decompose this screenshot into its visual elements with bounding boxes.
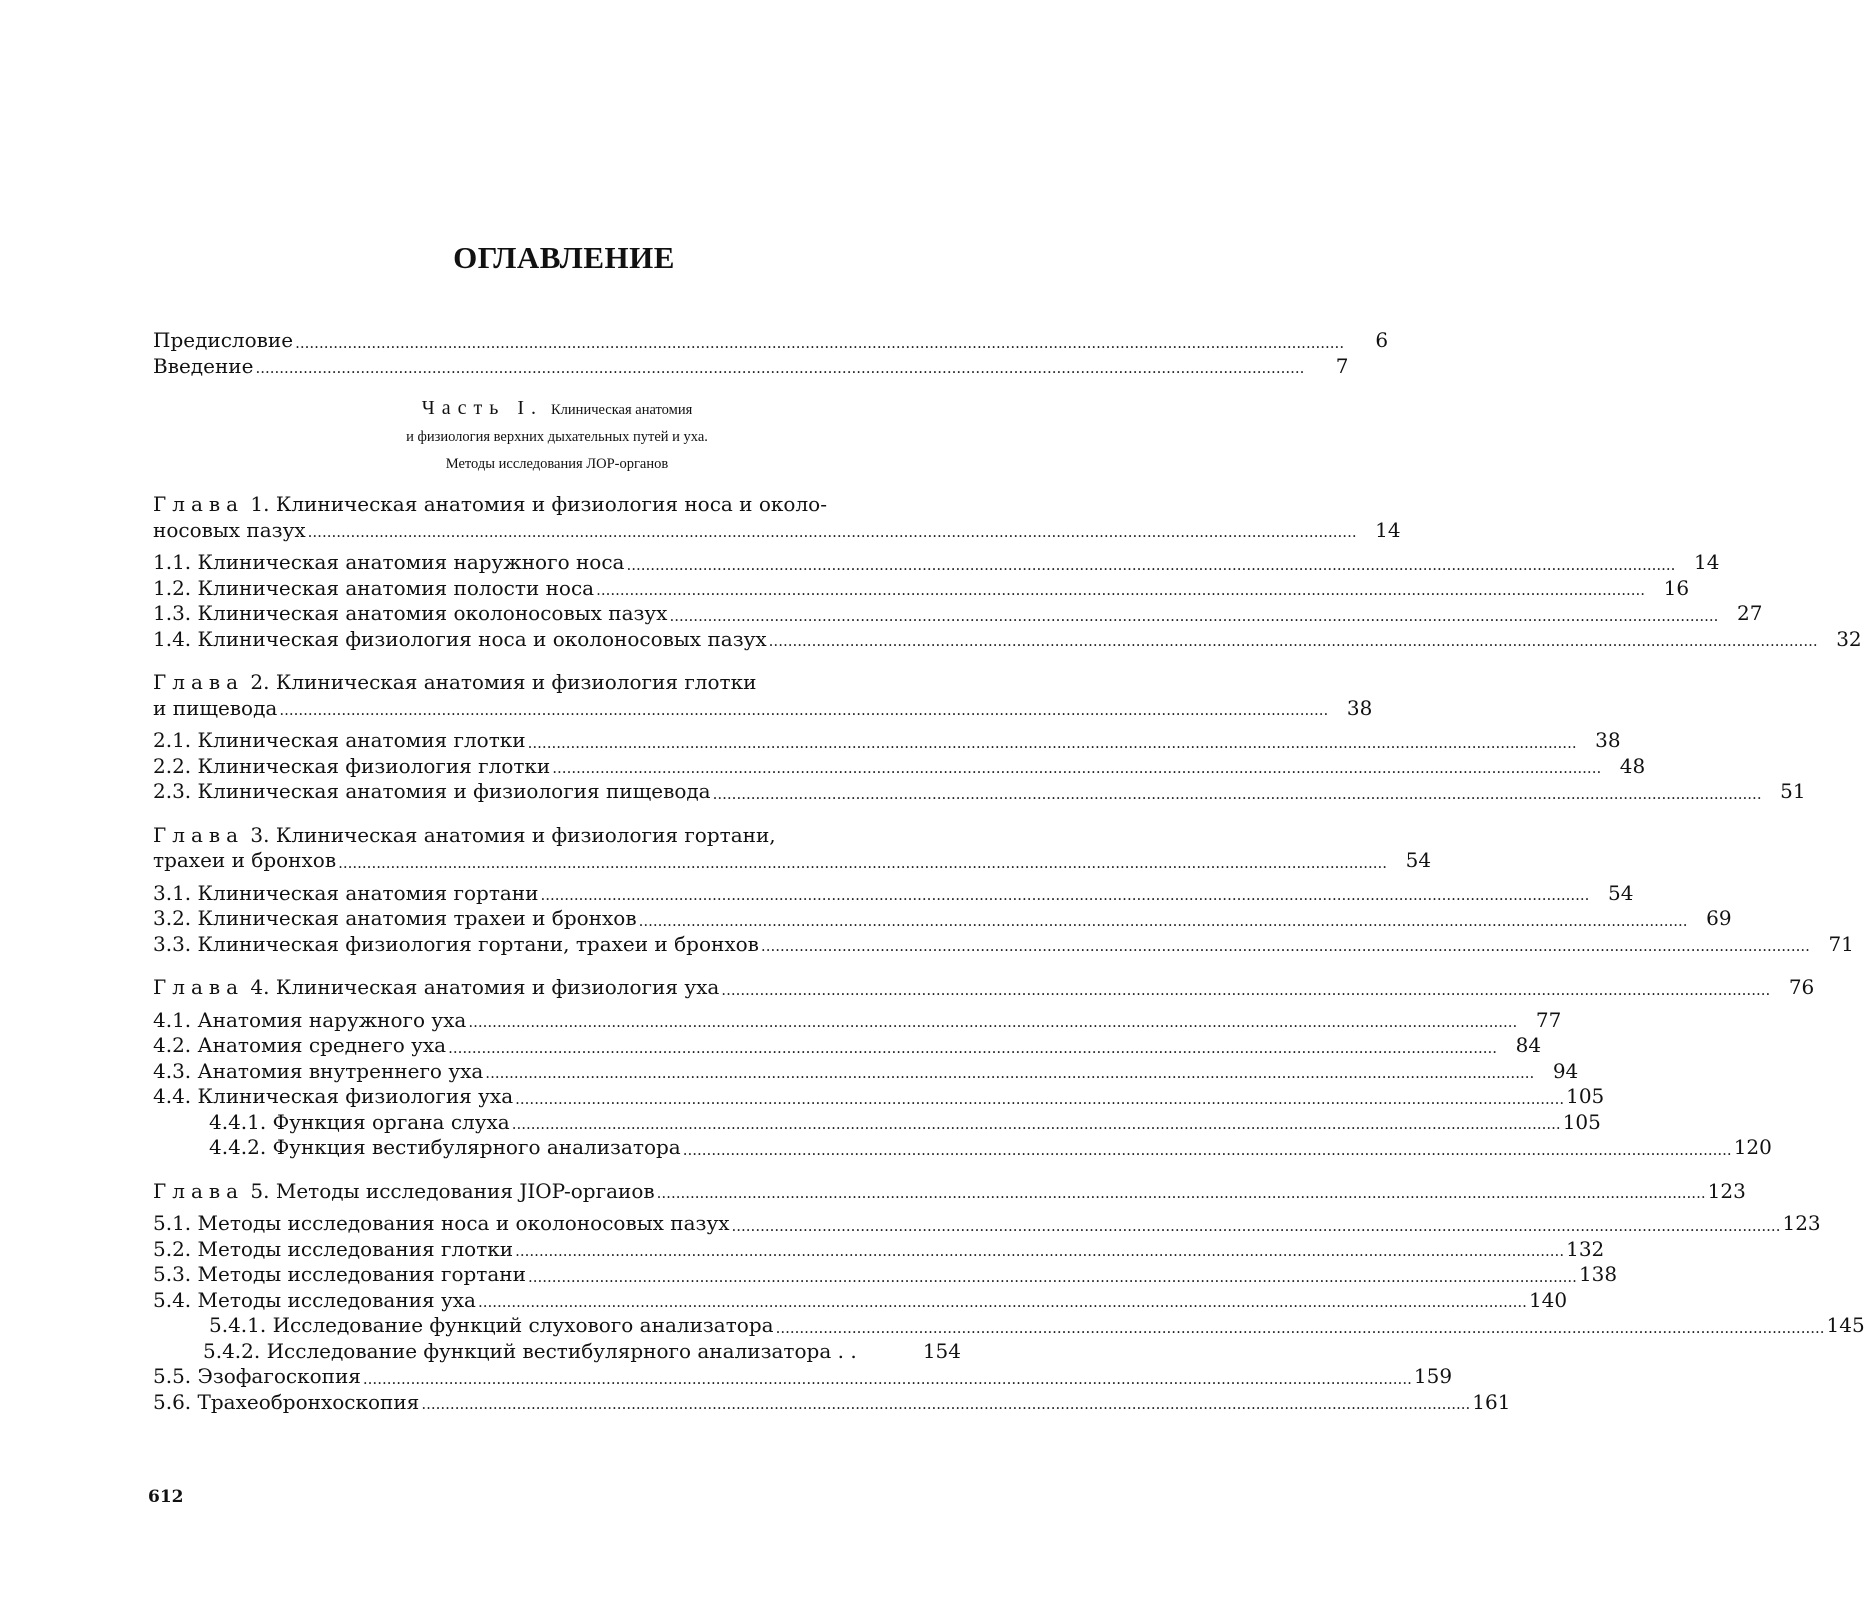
leader-dots: ............................................................................................................................................................................................................................ <box>421 1395 1471 1413</box>
chapter-prefix: Глава <box>153 1178 245 1203</box>
toc-section[interactable] <box>153 931 1854 958</box>
toc-entry-label: 3.2. Клиническая анатомия трахеи и бронхов <box>153 906 637 930</box>
toc-entry-page: 123 <box>1782 1211 1821 1235</box>
chapter-5-heading[interactable] <box>153 1178 1746 1205</box>
toc-entry-page: 154 <box>922 1338 961 1363</box>
toc-entry-label: 3.1. Клиническая анатомия гортани <box>153 880 539 905</box>
leader-dots: ............................................................................................................................................................................................................................ <box>515 1089 1565 1108</box>
toc-entry-page: 84 <box>1515 1033 1542 1057</box>
toc-section[interactable] <box>153 1287 1568 1314</box>
leader-dots: ............................................................................................................................................................................................................................ <box>511 1115 1561 1133</box>
toc-entry-page: 14 <box>1375 517 1401 542</box>
toc-section[interactable] <box>153 1211 1821 1237</box>
toc-entry-introduction[interactable] <box>153 353 1349 380</box>
part-title-line: и физиология верхних дыхательных путей и уха. <box>406 429 708 445</box>
chapter-prefix: Глава <box>153 492 245 516</box>
leader-dots: ............................................................................................................................................................................................................................ <box>527 1267 1577 1286</box>
toc-subsection[interactable] <box>153 1313 1865 1339</box>
toc-entry-page: 48 <box>1619 753 1646 778</box>
chapter-heading-label <box>153 1179 655 1205</box>
leader-dots: ............................................................................................................................................................................................................................ <box>338 853 1388 872</box>
chapter-2-heading[interactable] <box>153 670 961 696</box>
toc-subsection[interactable] <box>153 1135 1772 1161</box>
toc-section[interactable] <box>153 880 1634 907</box>
toc-section[interactable] <box>153 1007 1562 1034</box>
toc-entry-page: 159 <box>1413 1364 1453 1388</box>
toc-entry-label: 4.3. Анатомия внутреннего уха <box>153 1058 484 1083</box>
toc-entry-page: 123 <box>1707 1178 1746 1203</box>
leader-dots: ............................................................................................................................................................................................................................ <box>721 980 1771 999</box>
toc-entry-label: 1.1. Клиническая анатомия наружного носа <box>153 550 625 574</box>
toc-entry-page: 145 <box>1826 1313 1865 1337</box>
part-heading <box>153 395 961 478</box>
toc-section[interactable] <box>153 779 1806 805</box>
toc-entry-page: 71 <box>1828 931 1854 956</box>
toc-entry-page: 138 <box>1578 1262 1618 1286</box>
toc-entry-page: 140 <box>1528 1287 1568 1312</box>
toc-entry-page: 94 <box>1552 1058 1579 1083</box>
leader-dots: ............................................................................................................................................................................................................................ <box>468 1013 1518 1031</box>
leader-dots: ............................................................................................................................................................................................................................ <box>362 1369 1412 1388</box>
chapter-title-cont: трахеи и бронхов <box>153 848 337 872</box>
leader-dots: ............................................................................................................................................................................................................................ <box>760 937 1810 955</box>
toc-entry-label: 5.6. Трахеобронхоскопия <box>153 1389 420 1414</box>
leader-dots: ............................................................................................................................................................................................................................ <box>448 1038 1498 1057</box>
toc-entry-label: 5.2. Методы исследования глотки <box>153 1236 514 1261</box>
leader-dots: ............................................................................................................................................................................................................................ <box>768 632 1818 650</box>
toc-entry-label: 3.3. Клиническая физиология гортани, трахеи и бронхов <box>153 931 759 956</box>
toc-subsection[interactable] <box>153 1339 961 1365</box>
toc-entry-page: 132 <box>1566 1236 1605 1261</box>
toc-entry-label: 4.4.1. Функция органа слуха <box>209 1109 510 1134</box>
leader-dots: ............................................................................................................................................................................................................................ <box>485 1064 1535 1082</box>
toc-subsection[interactable] <box>153 1109 1601 1136</box>
part-number: Часть I. <box>421 397 544 419</box>
chapter-prefix: Глава <box>153 670 245 694</box>
chapter-title: 5. Методы исследования JIOP-оргаиов <box>250 1178 655 1203</box>
leader-dots: ............................................................................................................................................................................................................................ <box>279 701 1329 719</box>
toc-entry-label: Введение <box>153 353 254 378</box>
toc-section[interactable] <box>153 1084 1605 1110</box>
toc-entry-page: 77 <box>1535 1007 1562 1032</box>
toc-section[interactable] <box>153 626 1862 653</box>
toc-entry-label: 5.4.1. Исследование функций слухового анализатора <box>209 1313 774 1337</box>
toc-entry-label: 2.3. Клиническая анатомия и физиология пищевода <box>153 779 711 803</box>
toc-entry-label: 5.5. Эзофагоскопия <box>153 1364 361 1388</box>
toc-section[interactable] <box>153 550 1720 576</box>
chapter-4-heading[interactable] <box>153 975 1815 1001</box>
chapter-3-heading[interactable] <box>153 823 961 849</box>
leader-dots: ............................................................................................................................................................................................................................ <box>638 911 1688 930</box>
toc-entry-label: 1.4. Клиническая физиология носа и околоносовых пазух <box>153 626 767 651</box>
toc-entry-label: 4.4. Клиническая физиология уха <box>153 1084 514 1108</box>
chapter-title: 3. Клиническая анатомия и физиология гортани, <box>250 822 776 847</box>
toc-section[interactable] <box>153 1033 1542 1059</box>
leader-dots: ............................................................................................................................................................................................................................ <box>527 733 1577 752</box>
toc-entry-page: 14 <box>1694 550 1720 574</box>
chapter-heading-label <box>153 975 719 1001</box>
toc-section[interactable] <box>153 1236 1605 1263</box>
toc-entry-page: 51 <box>1780 779 1806 803</box>
leader-dots: ............................................................................................................................................................................................................................ <box>295 333 1345 352</box>
leader-dots: ............................................................................................................................................................................................................................ <box>731 1216 1781 1235</box>
leader-dots: ............................................................................................................................................................................................................................ <box>477 1293 1527 1311</box>
toc-entry-label: 1.3. Клиническая анатомия околоносовых пазух <box>153 601 668 625</box>
chapter-title: 4. Клиническая анатомия и физиология уха <box>250 975 720 999</box>
toc-section[interactable] <box>153 575 1690 602</box>
leader-dots: ............................................................................................................................................................................................................................ <box>552 759 1602 777</box>
toc-section[interactable] <box>153 1389 1511 1416</box>
chapter-3-heading-cont[interactable] <box>153 848 1432 874</box>
toc-entry-label: 2.2. Клиническая физиология глотки <box>153 753 551 778</box>
toc-entry-page: 105 <box>1566 1084 1605 1108</box>
table-of-contents <box>153 328 1865 1415</box>
leader-dots: ............................................................................................................................................................................................................................ <box>775 1318 1825 1337</box>
part-title-line: Методы исследования ЛОР-органов <box>445 456 669 472</box>
toc-entry-page: 161 <box>1472 1389 1511 1414</box>
toc-entry-label: 4.2. Анатомия среднего уха <box>153 1033 447 1057</box>
toc-entry-page: 32 <box>1836 626 1862 651</box>
toc-entry-page: 7 <box>1335 353 1349 378</box>
toc-entry-label: 4.4.2. Функция вестибулярного анализатора <box>209 1135 681 1159</box>
toc-entry-label: 1.2. Клиническая анатомия полости носа <box>153 575 595 600</box>
page-number: 612 <box>148 1487 184 1507</box>
toc-entry-label: 5.1. Методы исследования носа и околоносовых пазух <box>153 1211 730 1235</box>
toc-entry-label: 5.4.2. Исследование функций вестибулярного анализатора . . <box>203 1338 857 1363</box>
chapter-title-cont: и пищевода <box>153 695 278 720</box>
toc-entry-page: 38 <box>1346 695 1373 720</box>
leader-dots: ............................................................................................................................................................................................................................ <box>255 359 1305 377</box>
leader-dots: ............................................................................................................................................................................................................................ <box>596 581 1646 599</box>
chapter-prefix: Глава <box>153 822 245 847</box>
toc-entry-label: Предисловие <box>153 328 294 352</box>
toc-section[interactable] <box>153 1058 1579 1085</box>
leader-dots: ............................................................................................................................................................................................................................ <box>712 784 1762 803</box>
chapter-title: 1. Клиническая анатомия и физиология носа и около- <box>250 492 827 516</box>
leader-dots: ............................................................................................................................................................................................................................ <box>669 606 1719 625</box>
toc-entry-page: 120 <box>1733 1135 1772 1159</box>
chapter-1-heading-cont[interactable] <box>153 517 1401 544</box>
leader-dots: ............................................................................................................................................................................................................................ <box>682 1140 1732 1159</box>
toc-entry-label: 5.3. Методы исследования гортани <box>153 1262 526 1286</box>
toc-section[interactable] <box>153 601 1763 627</box>
toc-entry-preface[interactable] <box>153 328 1389 354</box>
toc-entry-page: 38 <box>1595 728 1621 752</box>
leader-dots: ............................................................................................................................................................................................................................ <box>515 1242 1565 1260</box>
leader-dots: ............................................................................................................................................................................................................................ <box>307 523 1357 541</box>
toc-section[interactable] <box>153 906 1732 932</box>
toc-entry-label: 5.4. Методы исследования уха <box>153 1287 476 1312</box>
toc-section[interactable] <box>153 728 1621 754</box>
toc-entry-label: 2.1. Клиническая анатомия глотки <box>153 728 526 752</box>
page-title: ОГЛАВЛЕНИЕ <box>453 240 675 275</box>
toc-entry-page: 16 <box>1663 575 1690 600</box>
toc-entry-page: 27 <box>1737 601 1763 625</box>
toc-entry-page: 69 <box>1706 906 1732 930</box>
chapter-2-heading-cont[interactable] <box>153 695 1373 722</box>
part-title-line: Клиническая анатомия <box>551 402 693 418</box>
toc-entry-page: 76 <box>1788 975 1815 999</box>
toc-section[interactable] <box>153 1262 1618 1288</box>
toc-entry-page: 6 <box>1375 328 1389 352</box>
toc-entry-page: 54 <box>1608 880 1634 905</box>
toc-section[interactable] <box>153 1364 1453 1390</box>
chapter-1-heading[interactable] <box>153 492 961 518</box>
toc-section[interactable] <box>153 753 1646 780</box>
chapter-prefix: Глава <box>153 975 245 999</box>
leader-dots: ............................................................................................................................................................................................................................ <box>540 886 1590 904</box>
chapter-title: 2. Клиническая анатомия и физиология глотки <box>250 670 757 694</box>
chapter-title-cont: носовых пазух <box>153 517 306 542</box>
toc-entry-label: 4.1. Анатомия наружного уха <box>153 1007 467 1032</box>
toc-entry-page: 105 <box>1562 1109 1601 1134</box>
leader-dots: ............................................................................................................................................................................................................................ <box>656 1184 1706 1202</box>
toc-entry-page: 54 <box>1405 848 1432 872</box>
leader-dots: ............................................................................................................................................................................................................................ <box>626 555 1676 574</box>
